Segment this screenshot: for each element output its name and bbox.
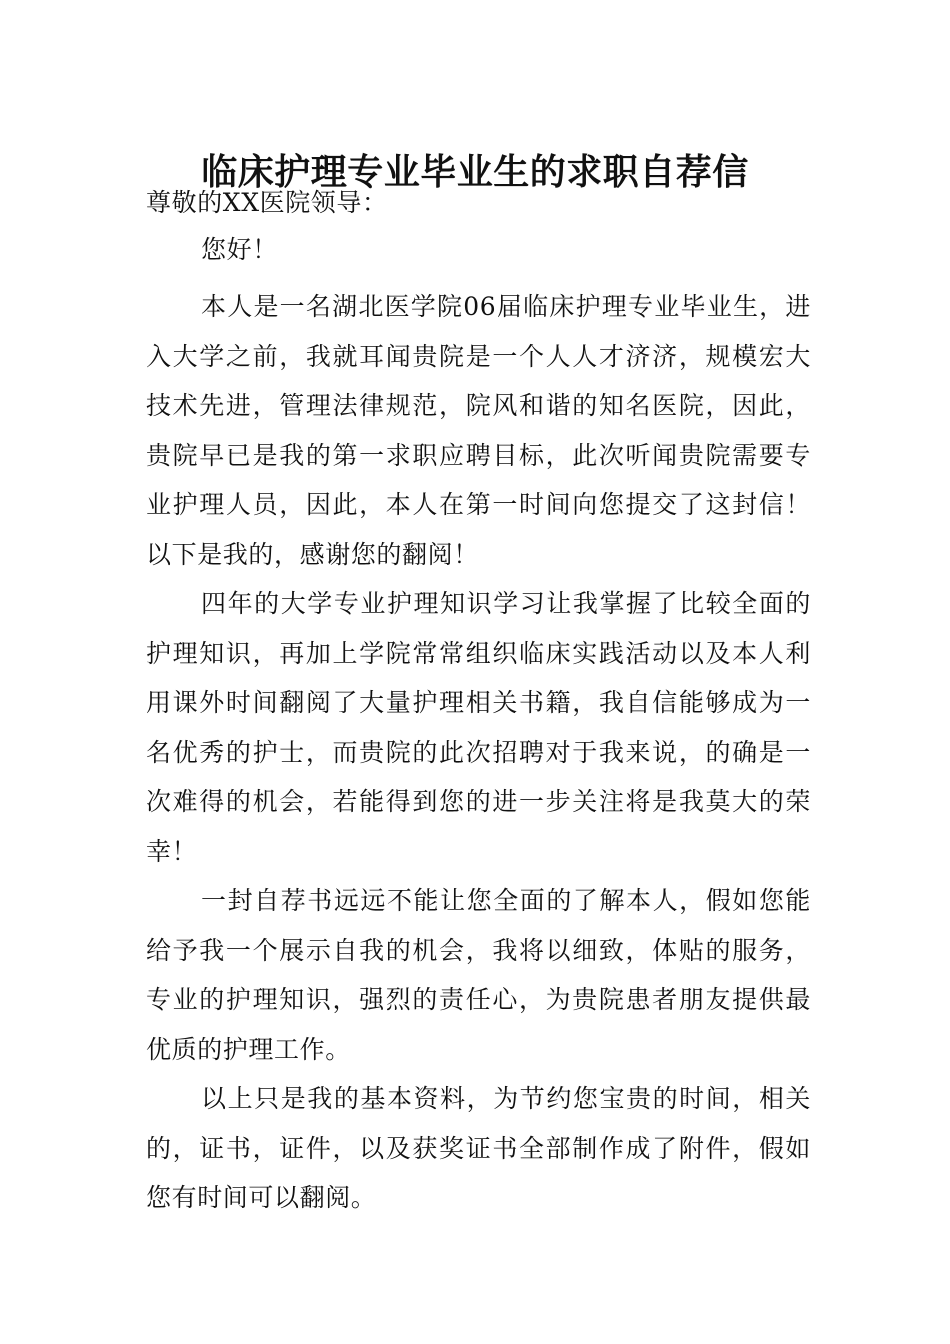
paragraph-education: 四年的大学专业护理知识学习让我掌握了比较全面的护理知识，再加上学院常常组织临床实践活动以及本人利用课外时间翻阅了大量护理相关书籍，我自信能够成为一名优秀的护士，而贵院的此次招聘对于我来说，的确是一次难得的机会，若能得到您的进一步关注将是我莫大的荣幸！: [146, 589, 811, 866]
greeting-line: 您好！: [201, 235, 278, 264]
document-title: 临床护理专业毕业生的求职自荐信: [201, 152, 749, 194]
salutation-line: 尊敬的XX医院领导：: [146, 188, 388, 217]
paragraph-request: 一封自荐书远远不能让您全面的了解本人，假如您能给予我一个展示自我的机会，我将以细致，体贴的服务，专业的护理知识，强烈的责任心，为贵院患者朋友提供最优质的护理工作。: [146, 886, 811, 1064]
paragraph-introduction: 本人是一名湖北医学院06届临床护理专业毕业生，进入大学之前，我就耳闻贵院是一个人人才济济，规模宏大技术先进，管理法律规范，院风和谐的知名医院，因此，贵院早已是我的第一求职应聘目标，此次听闻贵院需要专业护理人员，因此，本人在第一时间向您提交了这封信！以下是我的，感谢您的翻阅！: [146, 292, 811, 569]
letter-body: [146, 178, 811, 1223]
paragraph-attachments: 以上只是我的基本资料，为节约您宝贵的时间，相关的，证书，证件，以及获奖证书全部制作成了附件，假如您有时间可以翻阅。: [146, 1084, 811, 1212]
